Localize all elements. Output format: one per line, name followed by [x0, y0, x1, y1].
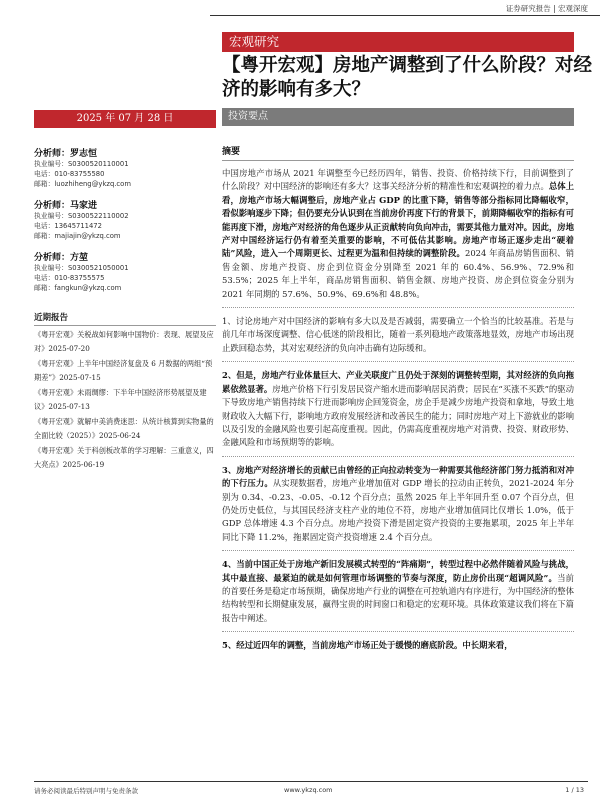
paragraph-text: 从实现数据看，房地产业增加值对 GDP 增长的拉动由正转负，2021-2024 年分别为 0.34、-0.23、-0.05、-0.12 个百分点；虽然 2025 年上半年回升至 0.07 个百分点，但仍处历史低位，与其国民经济支柱产业的地位不符，房地产业增加值同比仅增长 1.0%，低于 GDP 总体增速 4.3 个百分点。房地产投资下滑是固定资产投资的主要拖累项，2025 年上半年同比下降 11.2%，拖累固定资产投资增速 2.4 个百分点。	[222, 478, 575, 542]
paragraph-text: 房地产价格下行引发居民资产缩水进而影响居民消费；居民在“买涨不买跌”的驱动下导致房地产销售持续下行进而影响房企回笼资金，房企手是减少房地产投资和拿地，导致土地财政收入大幅下行，影响地方政府发展经济和改善民生的能力；同时房地产对上下游就业的影响以及引发的金融风险也要引起高度重视。因此，仍需高度重视房地产对消费、投资、财政形势、金融风险和市场预期等的影响。	[222, 383, 575, 448]
analyst-name: 罗志恒	[70, 149, 98, 159]
abstract-column	[222, 144, 574, 666]
recent-report-link[interactable]: 《粤开宏观》关税战如何影响中国物价：表现、展望及应对》2025-07-20	[34, 330, 214, 353]
abstract-heading: 摘要	[222, 144, 574, 161]
report-title: 【粤开宏观】房地产调整到了什么阶段？对经济的影响有多大？	[222, 55, 593, 100]
sidebar	[34, 146, 216, 471]
recent-report-link[interactable]: 《粤开宏观》关于科创板改革的学习理解：三重意义，四大亮点》2025-06-19	[34, 446, 214, 469]
analyst-label: 分析师：	[34, 149, 71, 159]
paragraph-text: 2024 年商品房销售面积、销售金额、房地产投资、房企到位资金分别降至 2021 年的 60.4%、56.9%、72.9%和 53.5%；2025 年上半年，商品房销售面积、销售金额、房地产投资、房企到位资金分别为 2021 年同期的 57.6%、50.9%、69.6%和 48.8%。	[222, 248, 574, 299]
paragraph-text: 1、讨论房地产对中国经济的影响有多大以及是否减弱，需要确立一个恰当的比较基准。若是与前几年市场深度调整、信心低迷的阶段相比，随着一系列稳地产政策落地显效，房地产市场出现止跌回稳态势，其对宏观经济的负向冲击确有边际缓和。	[222, 316, 574, 353]
abstract-paragraph	[222, 558, 574, 632]
abstract-paragraph	[222, 369, 574, 456]
analyst-email[interactable]: 邮箱：luozhiheng@ykzq.com	[34, 180, 131, 188]
report-date: 2025 年 07 月 28 日	[34, 110, 216, 128]
analyst-name: 马家进	[70, 201, 98, 211]
section-tag: 宏观研究	[222, 32, 574, 52]
analyst-card	[34, 250, 216, 293]
paragraph-emphasis: 4、当前中国正处于房地产新旧发展模式转型的“阵痛期”，转型过程中必然伴随着风险与挑战，其中最直接、最紧迫的就是如何管理市场调整的节奏与深度，防止房价出现“超调风险”。	[222, 559, 574, 583]
analyst-cert: 执业编号：S0300521050001	[34, 264, 129, 272]
analyst-cert: 执业编号：S0300520110001	[34, 160, 129, 168]
paragraph-text: 中国房地产市场从 2021 年调整至今已经历四年，销售、投资、价格持续下行，目前调整到了什么阶段？对中国经济的影响还有多大？这事关经济分析的精准性和宏观调控的着力点。	[222, 168, 574, 192]
analyst-name: 方堃	[70, 253, 89, 263]
analyst-card	[34, 198, 216, 241]
recent-report-link[interactable]: 《粤开宏观》就解中美消费迷思：从统计核算到实物量的全面比较（2025）》2025-06-24	[34, 417, 214, 440]
abstract-paragraph	[222, 315, 574, 362]
paragraph-emphasis: 总体上看，房地产市场大幅调整后，房地产业占 GDP 的比重下降，销售等部分指标同比降幅收窄，看似影响逐步下降；但仍要充分认识到在当前房价再度下行的背景下，前期降幅收窄的指标有可能再度下滑，房地产对经济的角色逐步从正贡献转向负向冲击，需要其他力量对冲。因此，房地产对中国经济运行仍有着至关重要的影响，不可低估其影响。房地产市场正逐步走出“硬着陆”风险，进入一个周期更长、过程更为温和但持续的调整阶段。	[222, 181, 575, 259]
recent-reports-heading: 近期报告	[34, 311, 216, 326]
top-header	[0, 0, 600, 16]
page-number: 1 / 13	[565, 786, 584, 794]
footer-url[interactable]: www.ykzq.com	[284, 786, 333, 794]
analyst-cert: 执业编号：S0300522110002	[34, 212, 129, 220]
investment-points-bar: 投资要点	[222, 108, 574, 126]
analyst-label: 分析师：	[34, 201, 71, 211]
paragraph-emphasis: 3、房地产对经济增长的贡献已由曾经的正向拉动转变为一种需要其他经济部门努力抵消和对冲的下行压力。	[222, 464, 574, 489]
analyst-phone: 电话：010-83755580	[34, 170, 105, 178]
header-rule	[210, 15, 600, 16]
paragraph-emphasis: 5、经过近四年的调整，当前房地产市场正处于缓慢的磨底阶段。中长期来看，	[222, 640, 513, 651]
footer-disclaimer: 请务必阅读最后特别声明与免责条款	[34, 787, 138, 795]
report-label: 证券研究报告 | 宏观深度	[505, 4, 588, 13]
analyst-card	[34, 146, 216, 189]
paragraph-text: 当前的首要任务是稳定市场预期，确保房地产行业的调整在可控轨道内有序进行，为中国经济的整体结构转型和长期健康发展，赢得宝贵的时间窗口和稳定的宏观环境。具体政策建议我们将在下篇报告中阐述。	[222, 572, 574, 623]
recent-report-link[interactable]: 《粤开宏观》上半年中国经济复盘及 6 月数据的两组“预期差”》2025-07-15	[34, 359, 213, 382]
analyst-phone: 电话：13645711472	[34, 222, 102, 230]
abstract-paragraph	[222, 167, 574, 308]
analyst-email[interactable]: 邮箱：fangkun@ykzq.com	[34, 284, 122, 292]
abstract-paragraph	[222, 464, 574, 551]
recent-report-link[interactable]: 《粤开宏观》未雨绸缪：下半年中国经济形势展望及建议》2025-07-13	[34, 388, 207, 411]
analyst-phone: 电话：010-83755575	[34, 274, 105, 282]
analyst-label: 分析师：	[34, 253, 71, 263]
abstract-paragraph	[222, 639, 574, 658]
footer-rule	[34, 781, 588, 782]
paragraph-emphasis: 2、但是，房地产行业体量巨大、产业关联度广且仍处于深刻的调整转型期，其对经济的负向拖累依然显著。	[222, 370, 574, 394]
analyst-email[interactable]: 邮箱：majiajin@ykzq.com	[34, 232, 121, 240]
